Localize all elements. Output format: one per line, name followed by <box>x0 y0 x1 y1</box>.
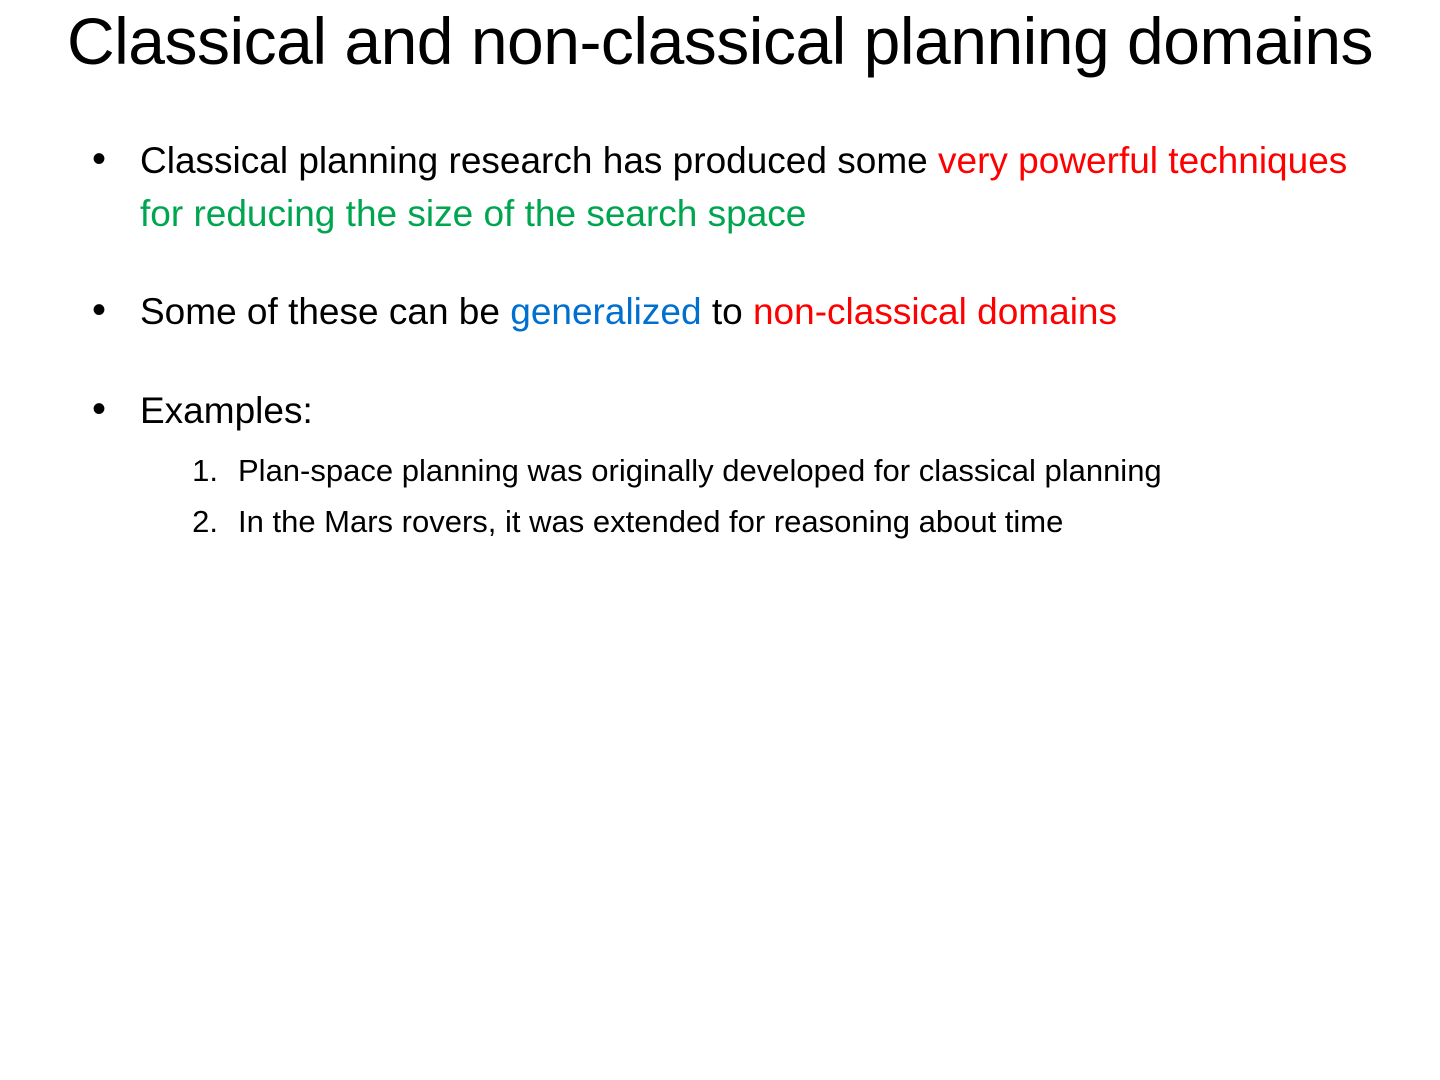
list-item-label: In the Mars rovers, it was extended for reasoning about time <box>238 504 1064 540</box>
list-item-number: 1. <box>192 453 218 489</box>
bullet-segment: to <box>701 291 753 333</box>
page-title: Classical and non-classical planning domains <box>66 4 1374 78</box>
list-item <box>140 500 1355 545</box>
list-item <box>0 286 1440 339</box>
bullet-segment: Some of these can be <box>140 291 511 333</box>
bullet-segment: Classical planning research has produced some <box>140 140 938 182</box>
list-item <box>0 385 1440 545</box>
list-item-label: Plan-space planning was originally developed for classical planning <box>238 453 1162 489</box>
bullet-segment-highlight-green: for reducing the size of the search space <box>140 192 807 234</box>
bullet-list <box>0 135 1440 545</box>
bullet-segment-highlight-blue: generalized <box>510 291 702 333</box>
bullet-segment-highlight-red: very powerful techniques <box>938 140 1348 182</box>
list-item <box>0 135 1440 240</box>
bullet-segment-highlight-red: non-classical domains <box>752 291 1117 333</box>
list-item-number: 2. <box>192 504 218 540</box>
numbered-sub-list <box>140 449 1355 545</box>
list-item <box>140 449 1355 494</box>
bullet-segment: Examples: <box>140 389 313 431</box>
